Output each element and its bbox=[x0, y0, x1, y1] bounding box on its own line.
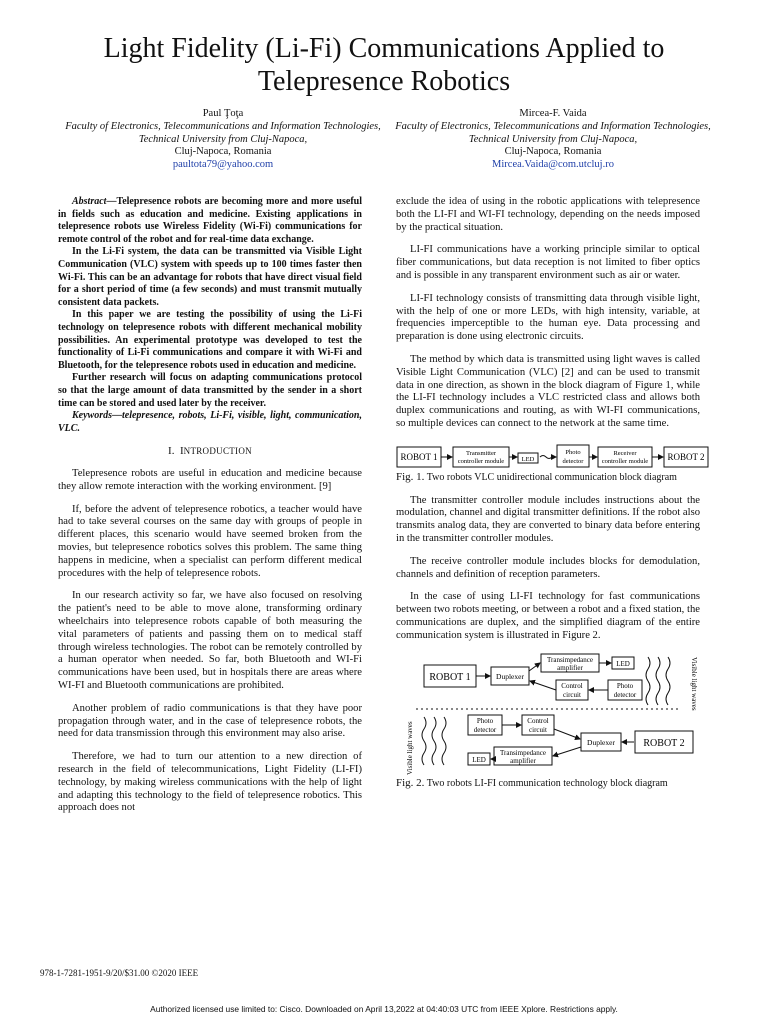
fig2-duplexer-bottom-label: Duplexer bbox=[587, 737, 615, 747]
section-heading-introduction bbox=[58, 445, 362, 458]
fig1-photodetector-label-2: detector bbox=[562, 457, 584, 465]
abstract-paragraph-3: In this paper we are testing the possibility of using the Li-Fi technology on telepresence robots with different mechanical mobility possibilities. An experimental prototype was developed to test the functionality of Li-Fi communications and compare it with Wi-Fi and Bluetooth, for the telepresence robots used in education and medicine. bbox=[58, 309, 362, 371]
fig2-wave-left-3 bbox=[442, 717, 446, 765]
author-name: Mircea-F. Vaida bbox=[519, 108, 587, 119]
author-block-1 bbox=[58, 108, 388, 172]
fig1-transmitter-label-2: controller module bbox=[457, 457, 505, 465]
paper-title: Light Fidelity (Li-Fi) Communications Applied to Telepresence Robotics bbox=[103, 33, 665, 97]
fig1-photodetector-label-1: Photo bbox=[565, 448, 581, 456]
fig2-robot1-label: ROBOT 1 bbox=[429, 671, 471, 683]
intro-paragraph-4: Another problem of radio communications is that they have poor propagation through water, and in the case of telepresence robots, the need for data transmission through this environment may also arise. bbox=[58, 702, 362, 740]
figure-2-caption bbox=[396, 777, 700, 791]
section-number: I. bbox=[168, 445, 175, 458]
author-affiliation: Faculty of Electronics, Telecommunications and Information Technologies, bbox=[395, 120, 711, 132]
abstract-paragraph-4: Further research will focus on adapting communications protocol so that the large amount of data transmitted by the sender in a short time can be stored and used later by the receiver. bbox=[58, 372, 362, 409]
right-paragraph-2: LI-FI communications have a working principle similar to optical fiber communications, but data reception is not limited to fiber optics and is possible in any transparent environment such as air or water. bbox=[396, 244, 700, 281]
fig2-control-top-label-2: circuit bbox=[563, 690, 581, 699]
abstract-dash: — bbox=[106, 196, 117, 207]
figure-1-caption-text: Two robots VLC unidirectional communication block diagram bbox=[426, 471, 677, 483]
fig2-duplexer-top-label: Duplexer bbox=[496, 671, 524, 681]
license-footer: Authorized licensed use limited to: Cisco. Downloaded on April 13,2022 at 04:40:03 UTC from IEEE Xplore. Restrictions apply. bbox=[150, 1004, 618, 1014]
section-initial: I bbox=[179, 445, 184, 458]
right-paragraph-1: exclude the idea of using in the robotic applications with telepresence both the LI-FI and WI-FI technology, depending on the needs imposed by the practical situation. bbox=[396, 196, 700, 233]
abstract-paragraph-1: Telepresence robots are becoming more and more useful in fields such as education and medicine. Existing applications in telepresence robots use Wireless Fidelity (Wi-Fi) communications for remote control of the robot and for real-time data exchange. bbox=[58, 196, 362, 245]
fig1-light-wave bbox=[540, 455, 552, 458]
intro-paragraph-5: Therefore, we had to turn our attention to a new direction of research in the field of telecommunications, Light Fidelity (LI-FI) technology, by making wireless communications with the help of light and adapting this technology to the field of telepresence robotics. This approach does not bbox=[58, 751, 362, 814]
fig2-wave-right-3 bbox=[666, 657, 670, 705]
fig1-led-label: LED bbox=[521, 455, 535, 463]
fig1-robot2-label: ROBOT 2 bbox=[667, 451, 705, 462]
fig2-transimpedance-bottom-label-1: Transimpedance bbox=[499, 748, 547, 757]
fig2-led-top-label: LED bbox=[616, 659, 630, 668]
fig2-control-top-label-1: Control bbox=[561, 681, 583, 690]
copyright-footer: 978-1-7281-1951-9/20/$31.00 ©2020 IEEE bbox=[40, 968, 199, 978]
fig1-receiver-label-2: controller module bbox=[601, 457, 649, 465]
author-block-2 bbox=[388, 108, 718, 172]
fig2-wave-right-2 bbox=[656, 657, 660, 705]
figure-2-caption-text: Two robots LI-FI communication technology block diagram bbox=[426, 777, 668, 789]
fig2-waves-label-left: Visible light waves bbox=[406, 720, 414, 775]
abstract bbox=[58, 196, 362, 410]
author-name: Paul Ţoţa bbox=[202, 108, 244, 119]
figure-2 bbox=[396, 653, 700, 791]
figure-2-diagram bbox=[396, 653, 700, 777]
fig2-led-bottom-label: LED bbox=[472, 755, 486, 764]
figure-1-caption bbox=[396, 471, 700, 485]
fig2-transimpedance-top-label-1: Transimpedance bbox=[546, 655, 594, 664]
right-paragraph-3: LI-FI technology consists of transmitting data through visible light, with the help of one or more LEDs, with high intensity, variable, at frequencies imperceptible to the human eye. Data processing and preparation is done using electronic circuits. bbox=[396, 292, 700, 343]
intro-paragraph-2: If, before the advent of telepresence robotics, a teacher would have had to take several courses on the same day with groups of people in different places, this scenario would have seemed broken from the movies, but telepresence robotics solves this problem. The same thing happens in medicine, when a specialist can perform different medical procedures with the help of telepresence robots. bbox=[58, 503, 362, 579]
intro-paragraph-1: Telepresence robots are useful in education and medicine because they allow remote interaction with the working environment. [9] bbox=[58, 468, 362, 492]
abstract-paragraph-2: In the Li-Fi system, the data can be transmitted via Visible Light Communication (VLC) system with speeds up to 100 times faster then Wi-Fi. This can be an advantage for robots that have direct visual field for a short period of time (a few seconds) and must transmit mutually consistent data packets. bbox=[58, 246, 362, 308]
fig1-robot1-label: ROBOT 1 bbox=[400, 451, 438, 462]
fig1-transmitter-label-1: Transmitter bbox=[465, 449, 497, 457]
author-university: Technical University from Cluj-Napoca, bbox=[468, 133, 638, 145]
right-paragraph-6: The receive controller module includes blocks for demodulation, channels and definition of reception parameters. bbox=[396, 555, 700, 580]
fig2-wave-right-1 bbox=[646, 657, 650, 705]
figure-1-diagram bbox=[396, 441, 712, 471]
fig2-waves-label-right: Visible light waves bbox=[690, 656, 698, 711]
right-paragraph-4: The method by which data is transmitted using light waves is called Visible Light Communication (VLC) [2] and can be used to transmit data in one direction, as shown in the block diagram of Figure 1, while the LI-FI technology includes a VLC restricted class and allows both duplex communications and routing, as with WI-FI communications, so multiple devices can connect to the network at the same time. bbox=[396, 353, 700, 429]
abstract-lead: Abstract bbox=[72, 196, 107, 207]
figure-2-label: Fig. 2. bbox=[396, 776, 425, 789]
fig2-photodetector-top-label-2: detector bbox=[613, 690, 637, 699]
author-city: Cluj-Napoca, Romania bbox=[504, 146, 602, 158]
fig2-photodetector-bottom-label-2: detector bbox=[473, 725, 497, 734]
right-column bbox=[396, 196, 705, 800]
author-email[interactable]: paultota79@yahoo.com bbox=[172, 159, 274, 171]
author-university: Technical University from Cluj-Napoca, bbox=[138, 133, 308, 145]
fig2-wave-left-2 bbox=[432, 717, 436, 765]
fig1-receiver-label-1: Receiver bbox=[613, 449, 637, 457]
figure-1 bbox=[396, 441, 705, 485]
keywords: Keywords—telepresence, robots, Li-Fi, visible, light, communication, VLC. bbox=[58, 410, 362, 434]
fig2-control-bottom-label-1: Control bbox=[527, 716, 549, 725]
intro-paragraph-3: In our research activity so far, we have also focused on resolving the patient's need to be able to move alone, transforming ordinary wheelchairs into telepresence robots capable of both measuring the vital parameters of patients and passing them on to medical staff through wireless technologies. The robot can be remotely controlled by a human operator when needed. So far, both Bluetooth and WI-Fi communications have been used, but in hospitals there are areas where WI-FI and Bluetooth communications are prohibited. bbox=[58, 590, 362, 692]
fig2-control-bottom-label-2: circuit bbox=[529, 725, 547, 734]
left-column bbox=[58, 196, 362, 825]
fig2-transimpedance-bottom-label-2: amplifier bbox=[510, 756, 536, 765]
section-title-rest: NTRODUCTION bbox=[183, 446, 252, 457]
author-city: Cluj-Napoca, Romania bbox=[174, 146, 272, 158]
author-affiliation: Faculty of Electronics, Telecommunications and Information Technologies, bbox=[65, 120, 381, 132]
fig2-transimpedance-top-label-2: amplifier bbox=[557, 663, 583, 672]
fig2-photodetector-bottom-label-1: Photo bbox=[476, 716, 494, 725]
right-paragraph-7: In the case of using LI-FI technology for fast communications between two robots meeting, or between a robot and a fixed station, the communications are duplex, and the simplified diagram of the entire communication system is illustrated in Figure 2. bbox=[396, 591, 700, 641]
right-paragraph-5: The transmitter controller module includes instructions about the modulation, channel and digital transmitter definitions. If the robot also transmits analog data, they are converted to binary data before entering in the transmitter controller modules. bbox=[396, 494, 700, 544]
fig2-robot2-label: ROBOT 2 bbox=[643, 737, 685, 749]
author-email[interactable]: Mircea.Vaida@com.utcluj.ro bbox=[492, 159, 614, 171]
figure-1-label: Fig. 1. bbox=[396, 470, 425, 483]
fig2-wave-left-1 bbox=[422, 717, 426, 765]
fig2-photodetector-top-label-1: Photo bbox=[616, 681, 634, 690]
